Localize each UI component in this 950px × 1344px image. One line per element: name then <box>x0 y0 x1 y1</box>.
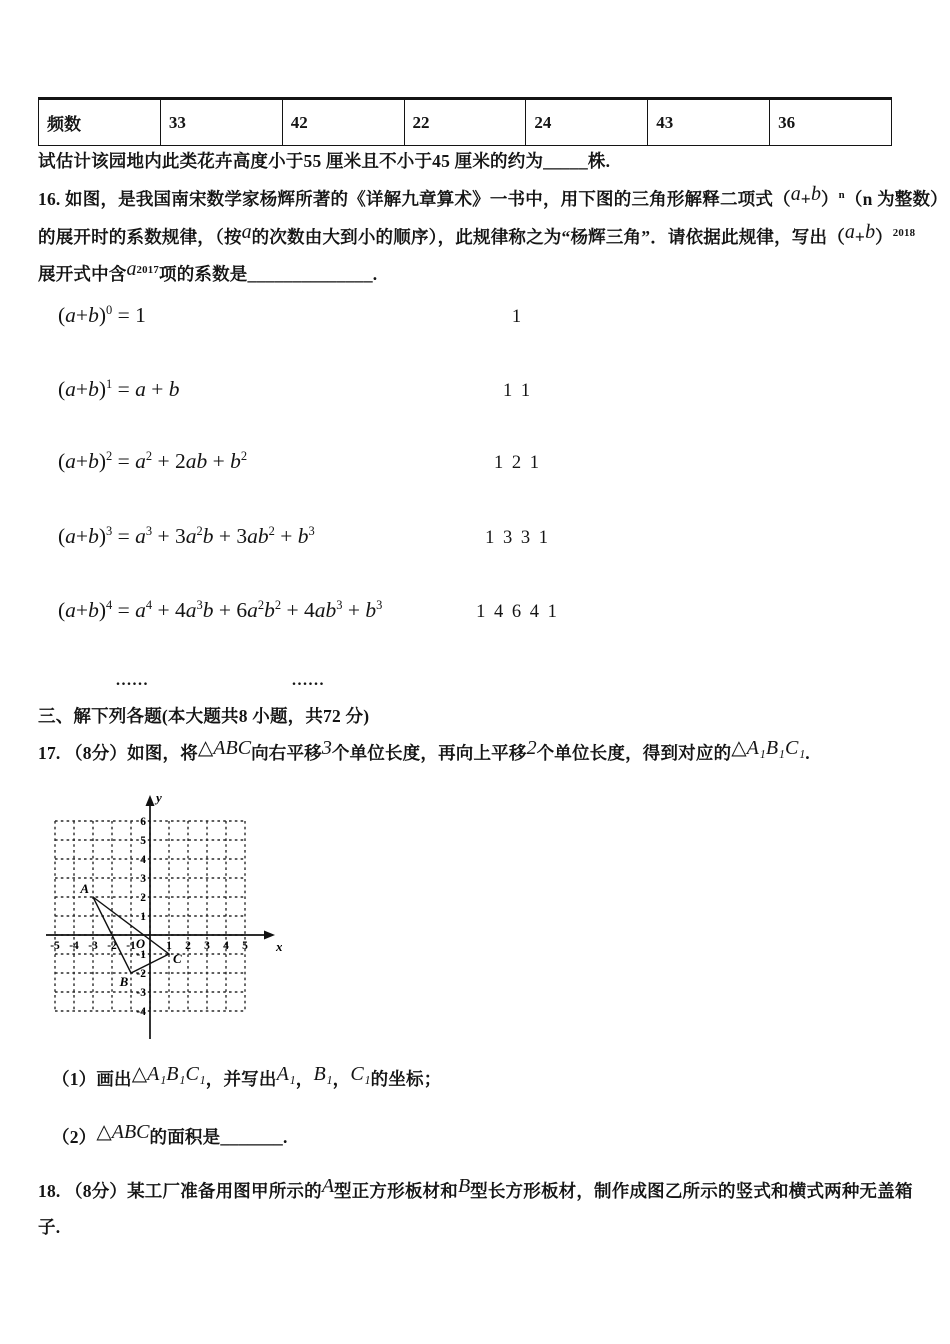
binomial-formula: $(a+b)^0 = 1$ <box>58 303 146 328</box>
pascal-coefficients: 1 3 3 1 <box>485 528 550 548</box>
question-17: 17. （8分）如图，将△ABC向右平移3个单位长度，再向上平移2个单位长度，得到对应的△A₁B₁C₁. <box>38 737 810 763</box>
table-cell: 43 <box>648 99 770 146</box>
frequency-table <box>38 97 892 146</box>
svg-text:-3: -3 <box>88 940 98 952</box>
ellipsis-left: ...... <box>116 672 149 689</box>
pascal-coefficients: 1 1 <box>502 381 533 401</box>
binomial-row <box>0 598 950 632</box>
svg-text:4: 4 <box>223 940 229 952</box>
svg-text:3: 3 <box>204 940 210 952</box>
svg-text:5: 5 <box>242 940 248 952</box>
binomial-formula: $(a+b)^3 = a^3 + 3a^2b + 3ab^2 + b^3$ <box>58 524 315 549</box>
svg-text:1: 1 <box>166 940 172 952</box>
table-header-cell: 频数 <box>39 99 161 146</box>
question-18-line-1: 18. （8分）某工厂准备用图甲所示的A型正方形板材和B型长方形板材，制作成图乙所示的竖式和横式两种无盖箱 <box>38 1175 913 1201</box>
question-18-line-2: 子. <box>38 1217 61 1237</box>
svg-text:4: 4 <box>140 854 146 866</box>
binomial-row <box>0 377 950 411</box>
svg-text:-4: -4 <box>136 1006 146 1018</box>
svg-text:B: B <box>119 974 129 989</box>
svg-text:-4: -4 <box>69 940 79 952</box>
svg-text:2: 2 <box>185 940 191 952</box>
svg-text:-2: -2 <box>136 968 146 980</box>
pascal-coefficients: 1 4 6 4 1 <box>476 602 559 622</box>
svg-text:-1: -1 <box>126 940 136 952</box>
binomial-row <box>0 524 950 558</box>
binomial-formula: $(a+b)^4 = a^4 + 4a^3b + 6a^2b^2 + 4ab^3 + b^3$ <box>58 598 383 623</box>
binomial-formula: $(a+b)^2 = a^2 + 2ab + b^2$ <box>58 449 248 474</box>
binomial-row <box>0 449 950 483</box>
svg-text:y: y <box>156 790 162 805</box>
svg-text:-2: -2 <box>107 940 117 952</box>
table-cell: 36 <box>770 99 892 146</box>
binomial-formula: $(a+b)^1 = a + b$ <box>58 377 180 402</box>
svg-text:x: x <box>276 939 282 954</box>
svg-text:-5: -5 <box>50 940 60 952</box>
question-17-item-2: （2）△ABC的面积是_______. <box>52 1121 288 1147</box>
table-cell: 33 <box>160 99 282 146</box>
ellipsis-right: ...... <box>292 672 325 689</box>
svg-text:6: 6 <box>140 816 146 828</box>
binomial-row <box>0 303 950 337</box>
svg-text:O: O <box>135 937 145 951</box>
grid-svg <box>42 788 282 1046</box>
section-3-header: 三、解下列各题(本大题共8 小题，共72 分) <box>38 706 370 726</box>
table-cell: 42 <box>282 99 404 146</box>
svg-text:-3: -3 <box>136 987 146 999</box>
table-cell: 24 <box>526 99 648 146</box>
question-16-line-2: 的展开时的系数规律，（按a的次数由大到小的顺序），此规律称之为“杨辉三角”．请依据此规律，写出$(a+b)^{2018}$ <box>38 221 916 247</box>
svg-text:-1: -1 <box>136 949 146 961</box>
estimate-sentence: 试估计该园地内此类花卉高度小于55 厘米且不小于45 厘米的约为_____株. <box>38 151 611 171</box>
svg-text:1: 1 <box>140 911 146 923</box>
table-row <box>39 99 892 146</box>
svg-text:A: A <box>80 881 89 896</box>
table-cell: 22 <box>404 99 526 146</box>
question-17-item-1: （1）画出△A₁B₁C₁，并写出A₁，B₁，C₁的坐标； <box>52 1063 442 1089</box>
pascal-coefficients: 1 2 1 <box>494 453 541 473</box>
question-16-line-1: 16. 如图，是我国南宋数学家杨辉所著的《详解九章算术》一书中，用下图的三角形解释二项式$(a+b)^n(n$ 为整数） <box>38 183 948 209</box>
svg-text:C: C <box>173 951 182 966</box>
question-16-line-3: 展开式中含$a^{2017}$项的系数是______________. <box>38 258 378 284</box>
coordinate-grid-figure <box>42 788 282 1046</box>
svg-text:3: 3 <box>140 873 146 885</box>
svg-text:2: 2 <box>140 892 146 904</box>
svg-text:5: 5 <box>140 835 146 847</box>
pascal-coefficients: 1 <box>511 307 524 327</box>
